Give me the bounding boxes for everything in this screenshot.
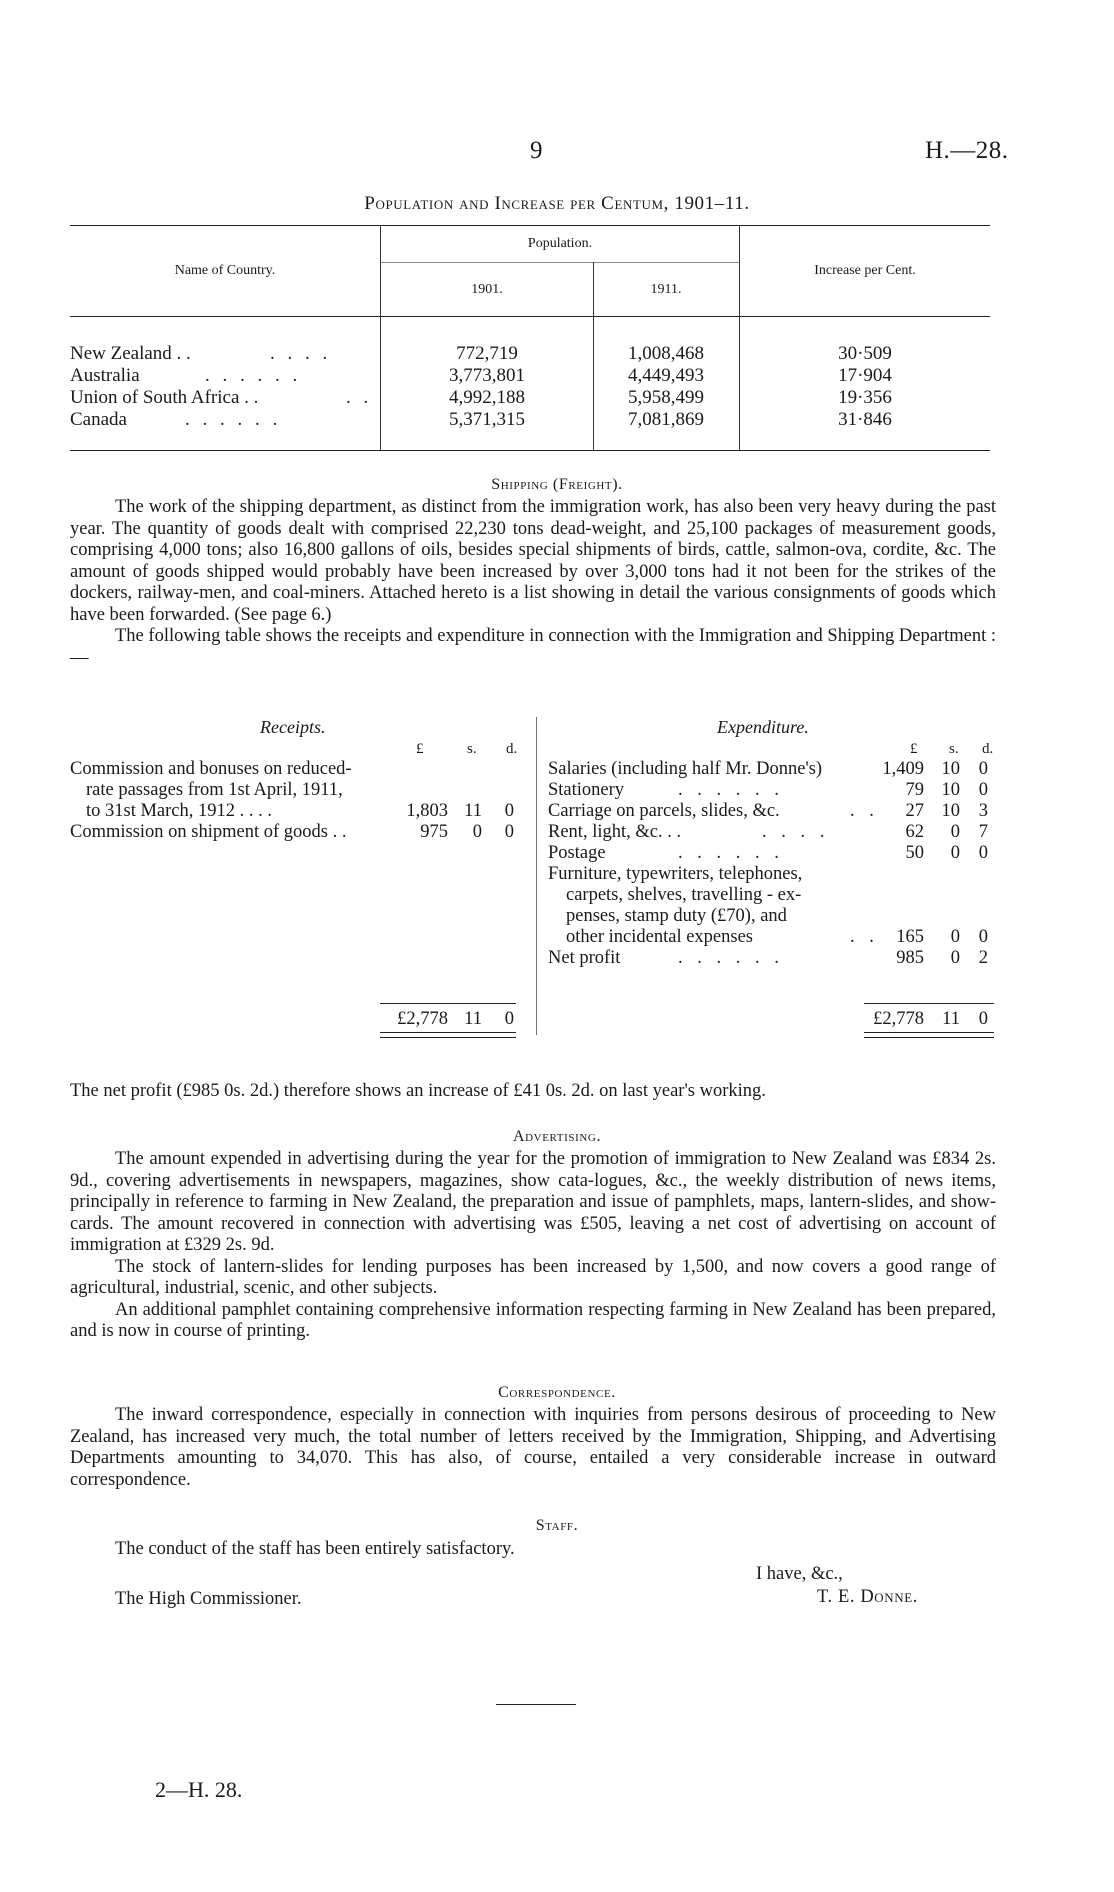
leader-dots: . . . . . . bbox=[205, 365, 302, 386]
amount-shillings: 10 bbox=[941, 801, 960, 821]
amount-pounds: 1,409 bbox=[882, 759, 924, 779]
table-row bbox=[70, 387, 990, 409]
advertising-heading: Advertising. bbox=[512, 1128, 602, 1145]
amount-pence: 0 bbox=[978, 759, 988, 779]
receipts-account bbox=[70, 737, 528, 1037]
total-pounds: £2,778 bbox=[397, 1009, 448, 1029]
population-1901: 5,371,315 bbox=[449, 409, 525, 430]
amount-shillings: 0 bbox=[950, 843, 960, 863]
receipt-line: Commission on shipment of goods . . bbox=[70, 822, 347, 842]
shillings-symbol: s. bbox=[949, 741, 959, 757]
report-reference: H.—28. bbox=[925, 137, 1009, 164]
total-pounds: £2,778 bbox=[873, 1009, 924, 1029]
correspondence-section bbox=[70, 1405, 996, 1491]
salutation: I have, &c., bbox=[756, 1564, 843, 1584]
leader-dots: . . bbox=[850, 801, 879, 821]
pounds-symbol: £ bbox=[910, 741, 918, 757]
receipts-heading: Receipts. bbox=[260, 717, 326, 737]
signature-mark: 2—H. 28. bbox=[155, 1777, 243, 1802]
amount-shillings: 0 bbox=[950, 948, 960, 968]
amount-pence: 3 bbox=[978, 801, 988, 821]
staff-heading: Staff. bbox=[535, 1517, 579, 1534]
pounds-symbol: £ bbox=[416, 741, 424, 757]
staff-section bbox=[70, 1539, 996, 1561]
amount-pence: 0 bbox=[978, 927, 988, 947]
leader-dots: . . bbox=[346, 387, 373, 408]
total-shillings: 11 bbox=[942, 1009, 960, 1029]
total-double-rule bbox=[380, 1032, 516, 1038]
pence-symbol: d. bbox=[506, 741, 518, 757]
expenditure-item-label: Carriage on parcels, slides, &c. bbox=[548, 801, 780, 821]
table-row bbox=[70, 343, 990, 365]
amount-pounds: 50 bbox=[905, 843, 924, 863]
advertising-paragraph: The amount expended in advertising during the year for the promotion of immigration to New Zealand was £834 2s. 9d., covering advertisements in newspapers, magazines, show cata-logues, &c., the weekly distribution of news items, principally in reference to farming in New Zealand, the preparation and issue of pamphlets, maps, lantern-slides, and show-cards. The amount recovered in connection with advertising was £505, leaving a net cost of advertising on account of immigration at £329 2s. 9d. bbox=[70, 1149, 996, 1255]
population-1911: 5,958,499 bbox=[628, 387, 704, 408]
population-1911: 1,008,468 bbox=[628, 343, 704, 364]
amount-pounds: 165 bbox=[896, 927, 924, 947]
advertising-paragraph: An additional pamphlet containing comprehensive information respecting farming in New Zealand has been prepared, and is now in course of printing. bbox=[70, 1299, 996, 1341]
expenditure-item-label: Furniture, typewriters, telephones, bbox=[548, 864, 803, 884]
country-name: Union of South Africa . . bbox=[70, 387, 259, 408]
leader-dots: . . . . . . bbox=[185, 409, 282, 430]
header-increase: Increase per Cent. bbox=[814, 263, 916, 278]
amount-shillings: 11 bbox=[464, 801, 482, 821]
expenditure-item-label: Net profit bbox=[548, 948, 621, 968]
amount-pounds: 27 bbox=[905, 801, 924, 821]
advertising-section bbox=[70, 1149, 996, 1343]
amount-pence: 0 bbox=[978, 780, 988, 800]
header-1901: 1901. bbox=[471, 282, 503, 297]
advertising-paragraph: The stock of lantern-slides for lending purposes has been increased by 1,500, and now covers a good range of agricultural, industrial, scenic, and other subjects. bbox=[70, 1256, 996, 1298]
correspondence-heading: Correspondence. bbox=[498, 1384, 616, 1401]
pence-symbol: d. bbox=[982, 741, 994, 757]
amount-shillings: 10 bbox=[941, 759, 960, 779]
table-row bbox=[70, 409, 990, 431]
total-pence: 0 bbox=[978, 1009, 988, 1029]
amount-shillings: 0 bbox=[950, 822, 960, 842]
expenditure-item-label: penses, stamp duty (£70), and bbox=[566, 906, 787, 926]
amount-pence: 7 bbox=[978, 822, 988, 842]
expenditure-item-label: other incidental expenses bbox=[566, 927, 753, 947]
total-double-rule bbox=[864, 1032, 994, 1038]
expenditure-heading: Expenditure. bbox=[717, 717, 809, 737]
increase-percent: 31·846 bbox=[838, 409, 892, 430]
leader-dots: . . . . bbox=[762, 822, 830, 842]
amount-pounds: 79 bbox=[905, 780, 924, 800]
population-1901: 4,992,188 bbox=[449, 387, 525, 408]
country-name: Canada bbox=[70, 409, 127, 430]
amount-pounds: 62 bbox=[905, 822, 924, 842]
receipt-line: Commission and bonuses on reduced- bbox=[70, 759, 352, 779]
addressee: The High Commissioner. bbox=[115, 1589, 302, 1609]
expenditure-item-label: Salaries (including half Mr. Donne's) bbox=[548, 759, 823, 779]
amount-shillings: 0 bbox=[472, 822, 482, 842]
total-rule bbox=[380, 1003, 516, 1004]
expenditure-item-label: Rent, light, &c. . . bbox=[548, 822, 682, 842]
header-country: Name of Country. bbox=[174, 263, 276, 278]
receipt-line: rate passages from 1st April, 1911, bbox=[86, 780, 343, 800]
population-table bbox=[70, 225, 990, 455]
shillings-symbol: s. bbox=[467, 741, 477, 757]
receipt-line: to 31st March, 1912 . . . . bbox=[86, 801, 273, 821]
shipping-heading: Shipping (Freight). bbox=[491, 476, 623, 493]
header-population: Population. bbox=[527, 236, 593, 251]
shipping-table-intro: The following table shows the receipts and expenditure in connection with the Immigration and Shipping Department :— bbox=[70, 626, 996, 668]
page-number: 9 bbox=[530, 137, 543, 164]
population-1901: 772,719 bbox=[456, 343, 518, 364]
signature: T. E. Donne. bbox=[817, 1587, 919, 1607]
amount-pounds: 1,803 bbox=[406, 801, 448, 821]
amount-shillings: 0 bbox=[950, 927, 960, 947]
net-profit-note bbox=[70, 1081, 996, 1103]
amount-pence: 0 bbox=[504, 822, 514, 842]
leader-dots: . . . . . . bbox=[678, 780, 784, 800]
population-table-title: Population and Increase per Centum, 1901–11. bbox=[364, 193, 750, 214]
country-name: Australia bbox=[70, 365, 140, 386]
leader-dots: . . . . . . bbox=[678, 843, 784, 863]
table-row bbox=[70, 365, 990, 387]
increase-percent: 19·356 bbox=[838, 387, 892, 408]
increase-percent: 30·509 bbox=[838, 343, 892, 364]
header-1911: 1911. bbox=[650, 282, 682, 297]
net-profit-text: The net profit (£985 0s. 2d.) therefore shows an increase of £41 0s. 2d. on last year's working. bbox=[70, 1081, 766, 1101]
total-rule bbox=[864, 1003, 994, 1004]
leader-dots: . . bbox=[850, 927, 879, 947]
amount-pounds: 985 bbox=[896, 948, 924, 968]
population-1911: 4,449,493 bbox=[628, 365, 704, 386]
increase-percent: 17·904 bbox=[838, 365, 892, 386]
expenditure-account bbox=[548, 737, 1000, 1037]
staff-paragraph: The conduct of the staff has been entirely satisfactory. bbox=[115, 1539, 515, 1559]
country-name: New Zealand . . bbox=[70, 343, 191, 364]
amount-pence: 0 bbox=[504, 801, 514, 821]
total-pence: 0 bbox=[504, 1009, 514, 1029]
population-1911: 7,081,869 bbox=[628, 409, 704, 430]
amount-shillings: 10 bbox=[941, 780, 960, 800]
amount-pounds: 975 bbox=[420, 822, 448, 842]
shipping-paragraph: The work of the shipping department, as distinct from the immigration work, has also been very heavy during the past year. The quantity of goods dealt with comprised 22,230 tons dead-weight, and 25,100 packages of measurement goods, comprising 4,000 tons; also 16,800 gallons of oils, besides special shipments of birds, cattle, salmon-ova, cordite, &c. The amount of goods shipped would probably have been increased by over 3,000 tons had it not been for the strikes of the dockers, railway-men, and coal-miners. Attached hereto is a list showing in detail the various consignments of goods which have been forwarded. (See page 6.) bbox=[70, 497, 996, 625]
expenditure-item-label: carpets, shelves, travelling - ex- bbox=[566, 885, 802, 905]
closing-rule bbox=[496, 1704, 576, 1705]
expenditure-item-label: Stationery bbox=[548, 780, 625, 800]
correspondence-paragraph: The inward correspondence, especially in connection with inquiries from persons desirous of proceeding to New Zealand, has increased very much, the total number of letters received by the Immigration, Shipping, and Advertising Departments amounting to 34,070. This has also, of course, entailed a very considerable increase in outward correspondence. bbox=[70, 1405, 996, 1490]
population-1901: 3,773,801 bbox=[449, 365, 525, 386]
leader-dots: . . . . . . bbox=[678, 948, 784, 968]
amount-pence: 2 bbox=[978, 948, 988, 968]
expenditure-item-label: Postage bbox=[548, 843, 606, 863]
total-shillings: 11 bbox=[464, 1009, 482, 1029]
leader-dots: . . . . bbox=[270, 343, 332, 364]
amount-pence: 0 bbox=[978, 843, 988, 863]
shipping-section bbox=[70, 497, 996, 669]
